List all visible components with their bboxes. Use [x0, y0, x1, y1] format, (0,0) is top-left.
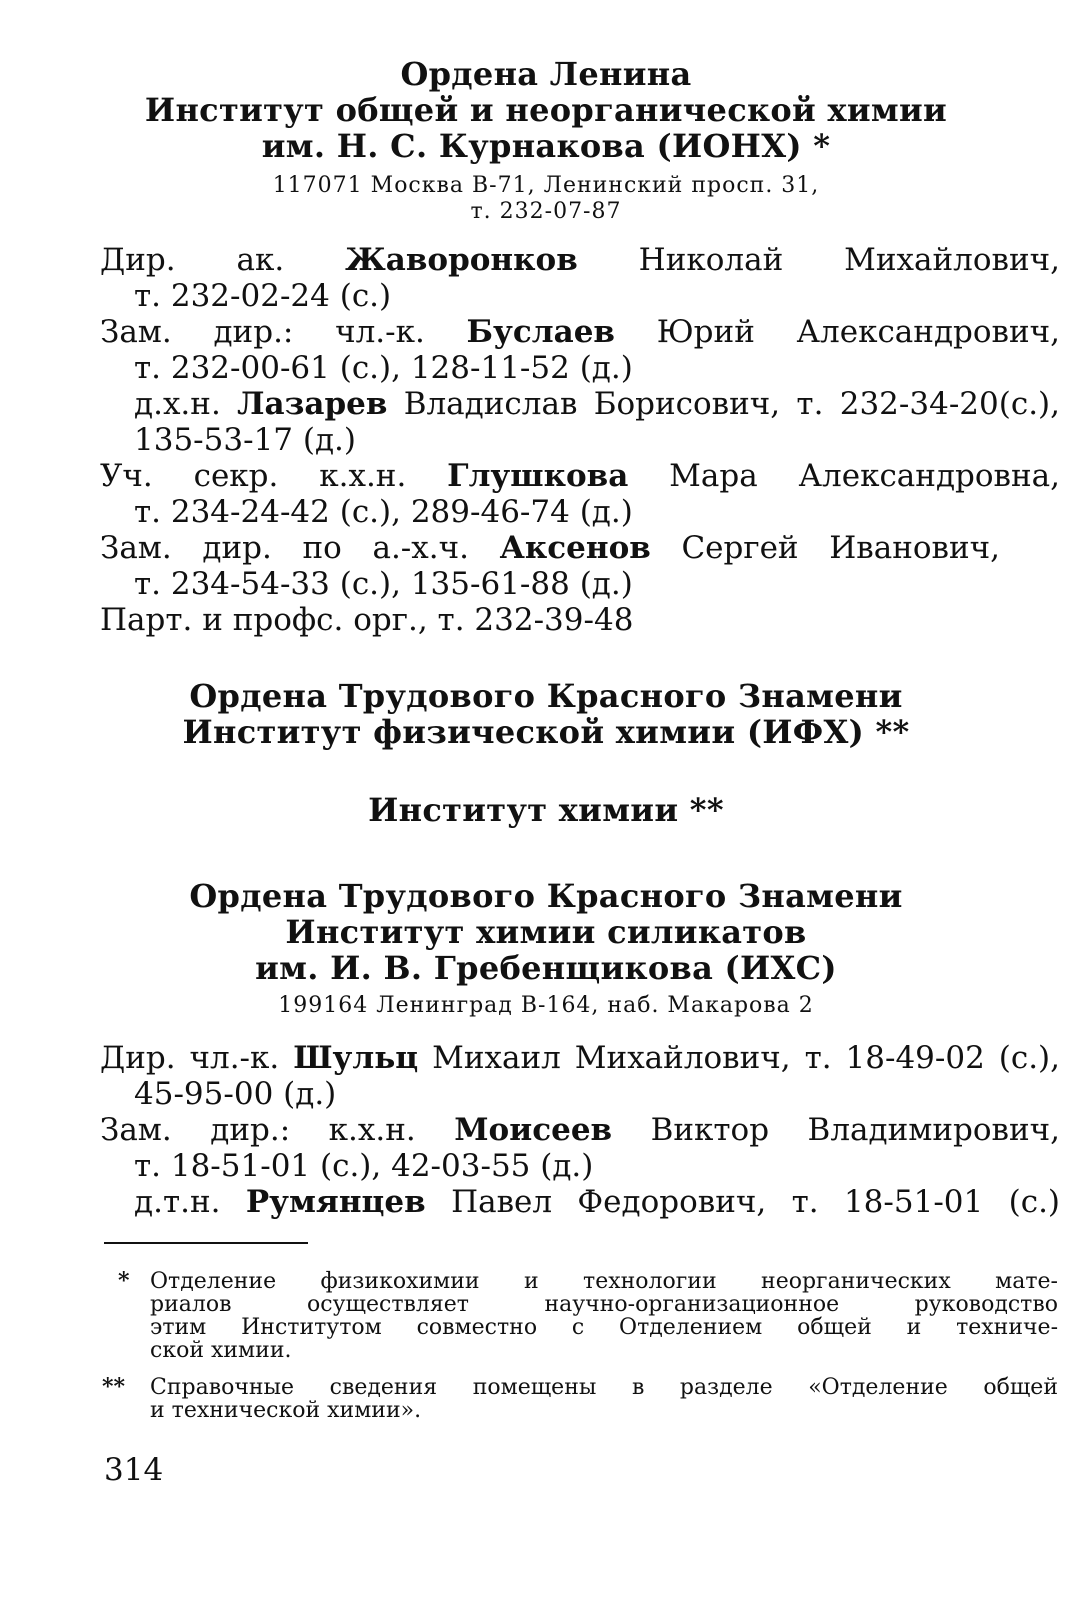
ihs-entry-deputy-1-cont: т. 18-51-01 (с.), 42-03-55 (д.): [134, 1148, 594, 1184]
ihs-title-line-1: Ордена Трудового Красного Знамени: [189, 877, 903, 915]
ionh-entry-deputy-1: [100, 314, 1060, 350]
ionh-address-line-2: т. 232-07-87: [470, 199, 622, 224]
entry-prefix: д.х.н.: [134, 386, 221, 422]
page-number: 314: [104, 1452, 164, 1488]
ionh-title-line-1: Ордена Ленина: [400, 55, 692, 93]
entry-prefix: Дир. ак.: [100, 242, 285, 278]
entry-surname: Жаворонков: [345, 242, 578, 278]
ih-title-line-1: Институт химии **: [368, 791, 724, 829]
footnote-2-line-1: Справочные сведения помещены в разделе «Отделение общей: [150, 1375, 1058, 1400]
ihs-address-line-1: 199164 Ленинград В-164, наб. Макарова 2: [278, 993, 814, 1018]
ionh-entry-secretary: [100, 458, 1060, 494]
ihs-entry-director-cont: 45-95-00 (д.): [134, 1076, 337, 1112]
entry-rest: Мара Александровна,: [669, 458, 1060, 494]
entry-prefix: Зам. дир.: к.х.н.: [100, 1112, 416, 1148]
footnote-1-line-1: Отделение физикохимии и технологии неорганических мате-: [150, 1269, 1058, 1294]
entry-surname: Моисеев: [454, 1112, 613, 1148]
ionh-title-line-2: Институт общей и неорганической химии: [144, 91, 948, 129]
ionh-entry-director-cont: т. 232-02-24 (с.): [134, 278, 392, 314]
footnote-1-line-3: этим Институтом совместно с Отделением общей и техниче-: [150, 1315, 1058, 1340]
entry-surname: Румянцев: [245, 1184, 426, 1220]
ihs-entry-deputy-1: [100, 1112, 1060, 1148]
ionh-address-line-1: 117071 Москва В-71, Ленинский просп. 31,: [272, 173, 820, 198]
entry-prefix: Зам. дир. по а.-х.ч.: [100, 530, 469, 566]
ihs-entry-director: [100, 1040, 1060, 1076]
ionh-title-line-3: им. Н. С. Курнакова (ИОНХ) *: [261, 127, 831, 165]
entry-surname: Аксенов: [499, 530, 651, 566]
entry-surname: Глушкова: [447, 458, 629, 494]
ifh-title-line-1: Ордена Трудового Красного Знамени: [189, 677, 903, 715]
ionh-entry-deputy-1-cont: т. 232-00-61 (с.), 128-11-52 (д.): [134, 350, 633, 386]
footnote-1-line-4: ской химии.: [150, 1338, 292, 1363]
entry-prefix: Уч. секр. к.х.н.: [100, 458, 407, 494]
ionh-entry-party-org: Парт. и профс. орг., т. 232-39-48: [100, 602, 634, 638]
entry-rest: Николай Михайлович,: [638, 242, 1060, 278]
entry-surname: Шульц: [293, 1040, 419, 1076]
ifh-title-line-2: Институт физической химии (ИФХ) **: [182, 713, 910, 751]
ihs-title-line-3: им. И. В. Гребенщикова (ИХС): [255, 949, 837, 987]
footnote-2-line-2: и технической химии».: [150, 1398, 422, 1423]
entry-prefix: д.т.н.: [134, 1184, 221, 1220]
ionh-entry-secretary-cont: т. 234-24-42 (с.), 289-46-74 (д.): [134, 494, 633, 530]
entry-rest: Михаил Михайлович, т. 18-49-02 (с.),: [432, 1040, 1061, 1076]
entry-surname: Буслаев: [466, 314, 615, 350]
ionh-entry-deputy-ahch: [100, 530, 1000, 566]
entry-rest: Юрий Александрович,: [656, 314, 1061, 350]
ionh-entry-deputy-2: [134, 386, 1060, 422]
ionh-entry-deputy-2-cont: 135-53-17 (д.): [134, 422, 356, 458]
entry-surname: Лазарев: [237, 386, 388, 422]
footnote-1-line-2: риалов осуществляет научно-организационное руководство: [150, 1292, 1058, 1317]
entry-prefix: Зам. дир.: чл.-к.: [100, 314, 425, 350]
ihs-title-line-2: Институт химии силикатов: [285, 913, 807, 951]
footnote-1-mark: *: [118, 1268, 130, 1294]
ihs-entry-deputy-2: [134, 1184, 1060, 1220]
entry-prefix: Дир. чл.-к.: [100, 1040, 280, 1076]
footnote-divider: [104, 1242, 308, 1244]
ionh-entry-director: [100, 242, 1060, 278]
entry-rest: Сергей Иванович,: [681, 530, 1000, 566]
entry-rest: Павел Федорович, т. 18-51-01 (с.): [451, 1184, 1061, 1220]
entry-rest: Владислав Борисович, т. 232-34-20(с.),: [403, 386, 1060, 422]
entry-rest: Виктор Владимирович,: [650, 1112, 1061, 1148]
ionh-entry-deputy-ahch-cont: т. 234-54-33 (с.), 135-61-88 (д.): [134, 566, 633, 602]
footnote-2-mark: **: [102, 1374, 126, 1400]
